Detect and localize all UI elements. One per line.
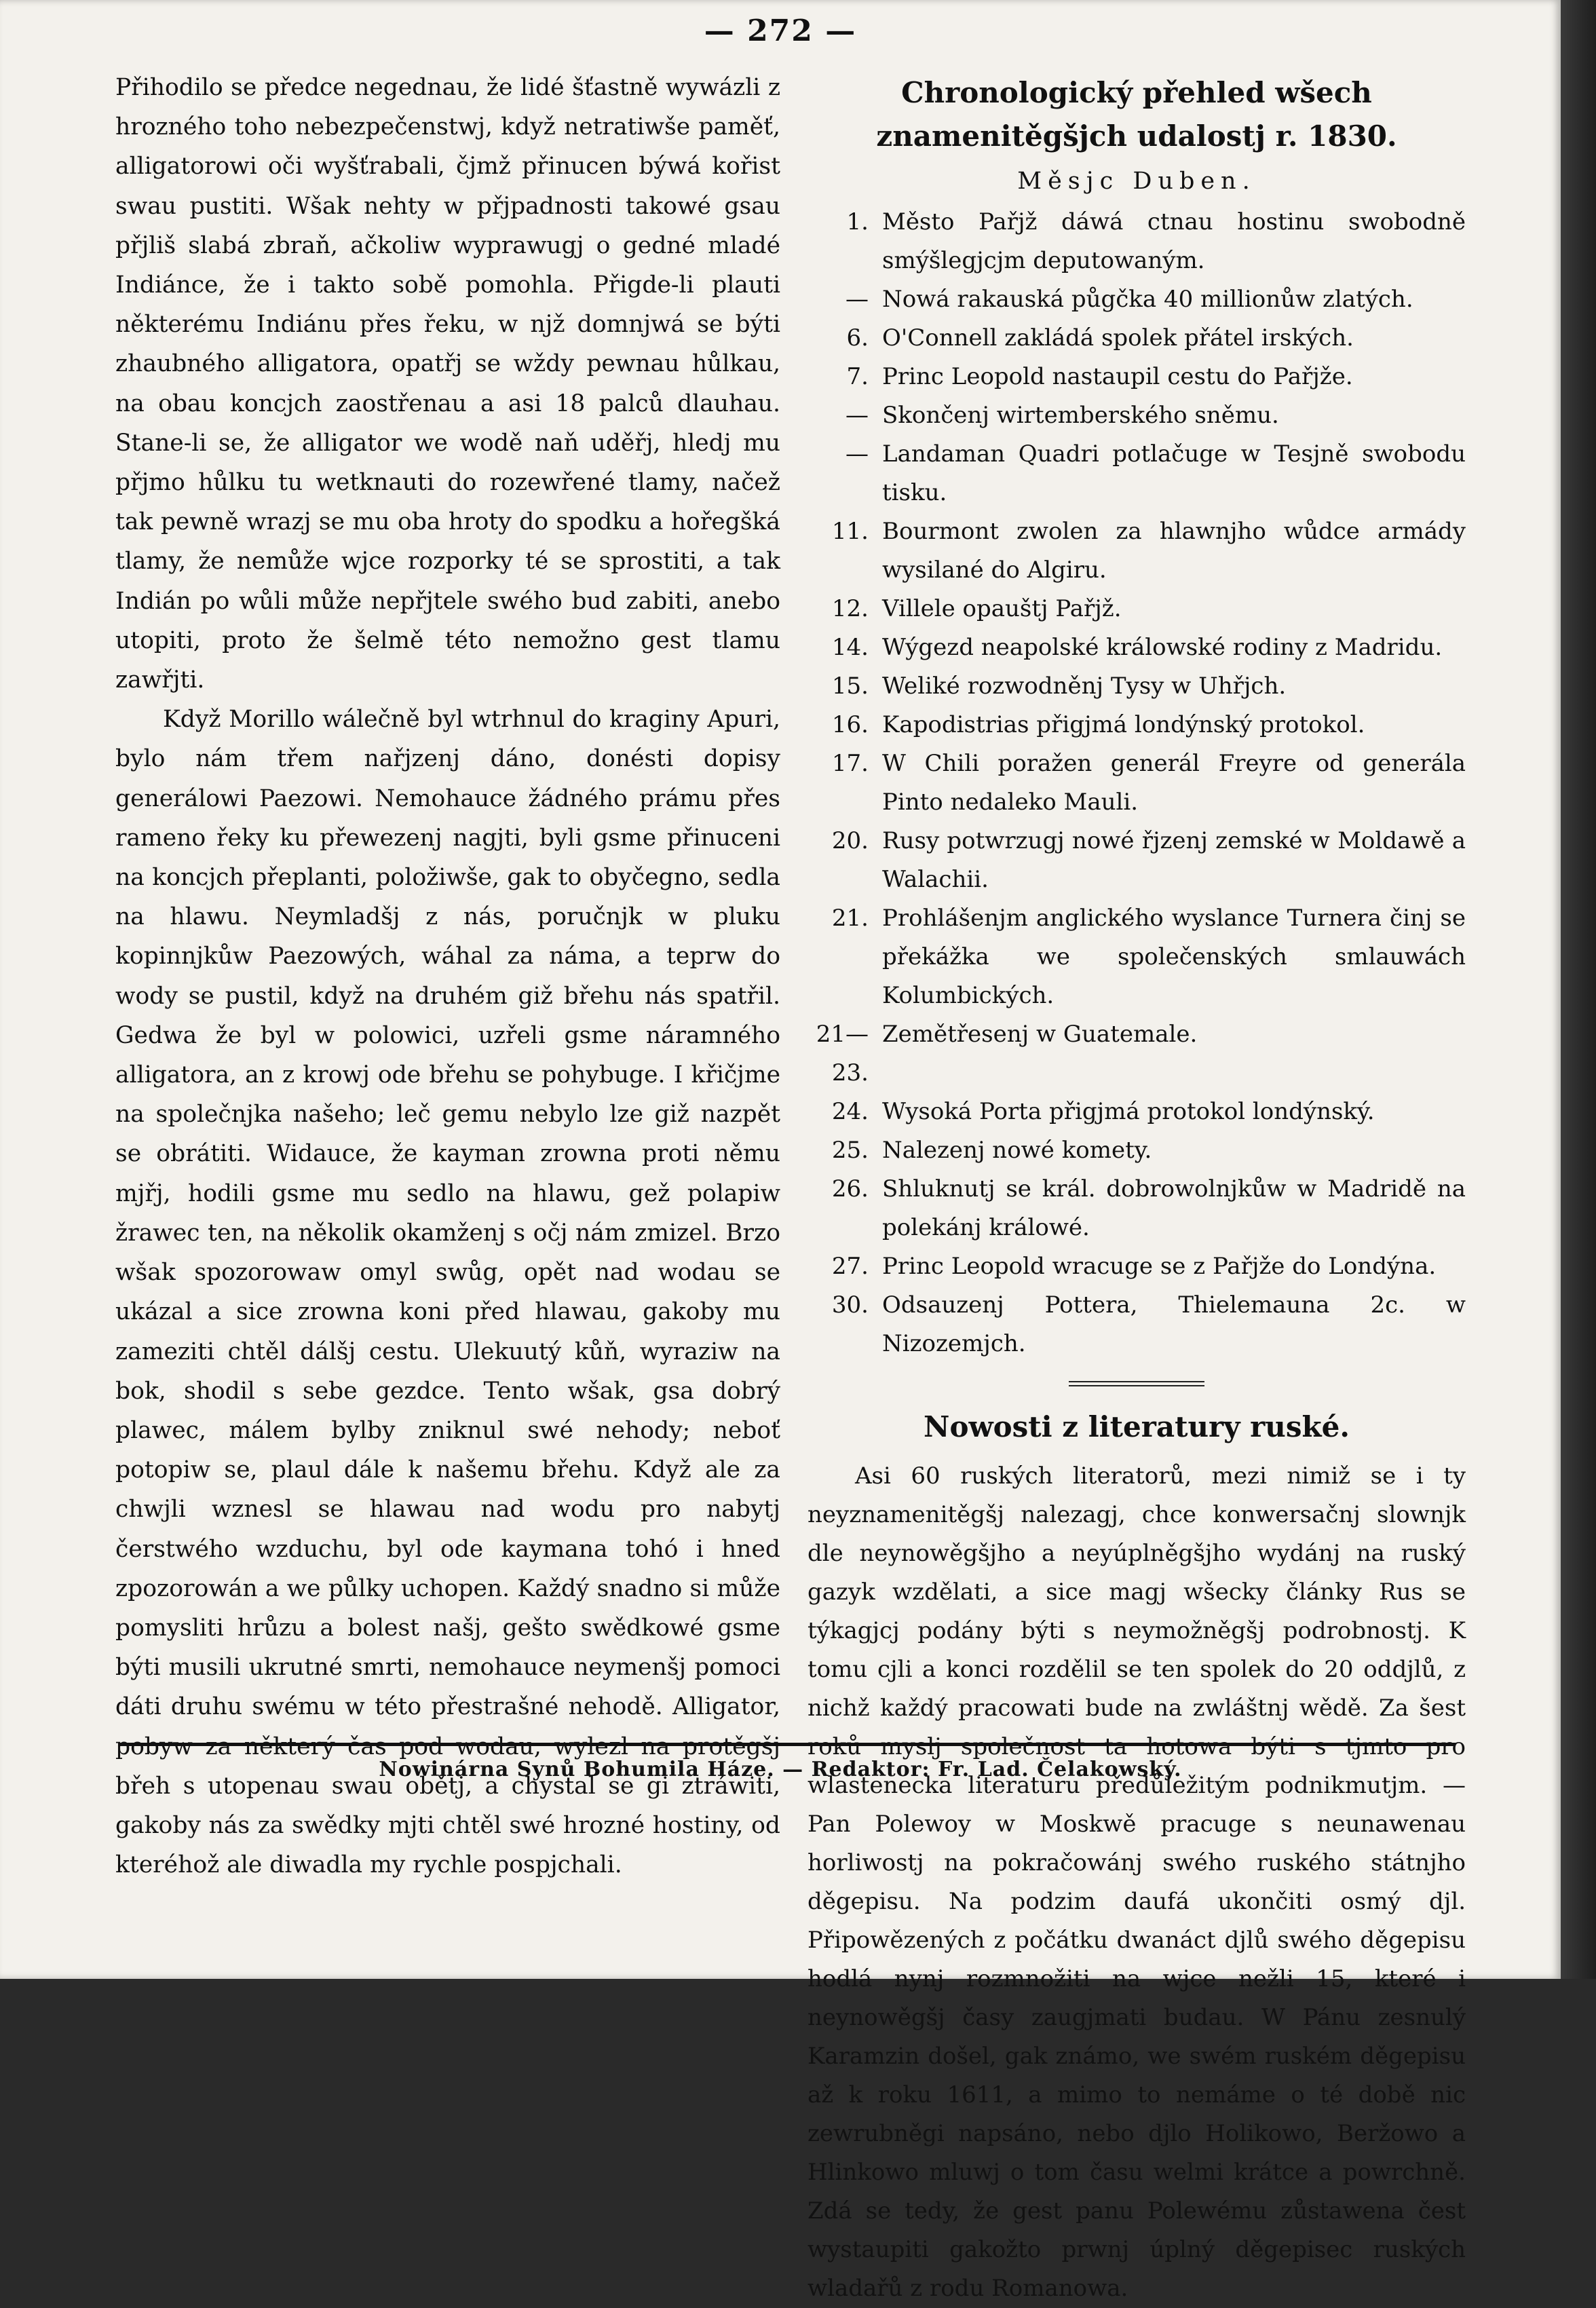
scan-edge [1561, 0, 1596, 1979]
entry-date: 1. [846, 208, 869, 235]
entry-text: Bourmont zwolen za hlawnjho wůdce armády wysilané do Algiru. [882, 518, 1466, 584]
chronology-entry [808, 512, 1466, 590]
chronology-list [808, 203, 1466, 1363]
news-title: Nowosti z literatury ruské. [924, 1410, 1350, 1443]
entry-text: Shluknutj se král. dobrowolnjkůw w Madridě na polekánj králowé. [882, 1175, 1466, 1241]
entry-text: Kapodistrias přigjmá londýnský protokol. [882, 711, 1365, 738]
chronology-entry [808, 319, 1466, 358]
left-column [115, 68, 780, 1885]
entry-text: O'Connell zakládá spolek přátel irských. [882, 324, 1354, 352]
entry-date: — [846, 286, 869, 313]
footer-rule [119, 1743, 1456, 1746]
chronology-entry [808, 1247, 1466, 1286]
chronology-entry [808, 822, 1466, 899]
entry-date: 21—23. [816, 1021, 869, 1086]
chronology-entry [808, 744, 1466, 822]
page-number: — 272 — [704, 14, 857, 48]
entry-date: 30. [831, 1291, 869, 1319]
chronology-entry [808, 396, 1466, 435]
entry-text: Wýgezd neapolské králowské rodiny z Madridu. [882, 634, 1443, 661]
right-column [808, 71, 1466, 2308]
entry-text: Villele opauštj Pařjž. [882, 595, 1122, 622]
chronology-entry [808, 1093, 1466, 1131]
chronology-entry [808, 1286, 1466, 1363]
entry-date: — [846, 402, 869, 429]
entry-date: 24. [831, 1098, 869, 1125]
entry-date: 11. [831, 518, 869, 545]
entry-text: Princ Leopold wracuge se z Pařjže do Londýna. [882, 1253, 1437, 1280]
imprint: Nowinárna Synů Bohumila Háze. — Redaktor: Fr. Lad. Čelakowský. [379, 1758, 1182, 1781]
entry-date: 12. [831, 595, 869, 622]
entry-text: Weliké rozwodněnj Tysy w Uhřjch. [882, 673, 1287, 700]
entry-date: 25. [831, 1137, 869, 1164]
chronology-month: Měsjc Duben. [1017, 168, 1256, 195]
entry-date: 26. [831, 1175, 869, 1203]
entry-text: Wysoká Porta přigjmá protokol londýnský. [882, 1098, 1375, 1125]
entry-text: Prohlášenjm anglického wyslance Turnera činj se překážka we společenských smlauwách Kolumbických. [882, 905, 1466, 1009]
section-divider [1069, 1381, 1204, 1386]
chronology-title: Chronologický přehled wšech znamenitěgšjch udalostj r. 1830. [876, 76, 1397, 153]
entry-date: 20. [831, 827, 869, 854]
chronology-entry [808, 1170, 1466, 1247]
entry-text: Landaman Quadri potlačuge w Tesjně swobodu tisku. [882, 440, 1466, 506]
chronology-entry [808, 358, 1466, 396]
entry-date: 15. [831, 673, 869, 700]
entry-date: 14. [831, 634, 869, 661]
paragraph: Když Morillo wálečně byl wtrhnul do kraginy Apuri, bylo nám třem nařjzenj dáno, donésti dopisy generálowi Paezowi. Nemohauce žádného prámu přes rameno řeky ku přewezenj nagjti, byli gsme přinuceni na koncjch přeplanti, položiwše, gak to obyčegno, sedla na hlawu. Neymladšj z nás, poručnjk w pluku kopinnjkůw Paezowých, wáhal za náma, a teprw do wody se pustil, když na druhém giž břehu nás spatřil. Gedwa že byl w polowici, uzřeli gsme náramného alligatora, an z krowj ode břehu se pohybuge. I křičjme na společnjka našeho; leč gemu nebylo lze giž nazpět se obrátiti. Widauce, že kayman zrowna proti němu mjřj, hodili gsme mu sedlo na hlawu, gež polapiw žrawec ten, na několik okamženj s očj nám zmizel. Brzo wšak spozorowaw omyl swůg, opět nad wodau se ukázal a sice zrowna koni před hlawau, gakoby mu zameziti chtěl dálšj cestu. Ulekuutý kůň, wyraziw na bok, shodil s sebe gezdce. Tento wšak, gsa dobrý plawec, málem bylby zniknul swé nehody; neboť potopiw se, plaul dále k našemu břehu. Když ale za chwjli wznesl se hlawau nad wodu pro nabytj čerstwého wzduchu, byl ode kaymana tohó i hned zpozorowán a we půlky uchopen. Každý snadno si může pomysliti hrůzu a bolest našj, gešto swědkowé gsme býti musili ukrutné smrti, nemohauce neymenšj pomoci dáti druhu swému w této přestrašné nehodě. Alligator, pobyw za některý čas pod wodau, wylezl na protěgšj břeh s utopenau swau obětj, a chystal se gi ztráwiti, gakoby nás za swědky mjti chtěl swé hrozné hostiny, od kteréhož ale diwadla my rychle pospjchali. [115, 706, 780, 1879]
entry-date: 21. [831, 905, 869, 932]
news-body: Asi 60 ruských literatorů, mezi nimiž se i ty neyznamenitěgšj nalezagj, chce konwersačnj slownjk dle neynowěgšjho a neyúplněgšjho wydánj na ruský gazyk wzdělati, a sice magj wšecky články Rus se týkagjcj podány býti s neymožněgšj podrobnostj. K tomu cjli a konci rozdělil se ten spolek do 20 oddjlů, z nichž každý pracowati bude na zwláštnj wědě. Za šest roků myslj společnost ta hotowa býti s tjmto pro wlastenecka literaturu předůležitým podnikmutjm. — Pan Polewoy w Moskwě pracuge s neunawenau horliwostj na pokračowánj swého ruského státnjho děgepisu. Na podzim daufá ukončiti osmý djl. Připowězených z počátku dwanáct djlů swého děgepisu hodlá nynj rozmnožiti na wjce nežli 15, které i neynowěgšj časy zaugjmati budau. W Pánu zesnulý Karamzin došel, gak známo, we swém ruském děgepisu až k roku 1611, a mimo to nemáme o té době nic zewrubněgi napsáno, nebo djlo Holikowo, Beržowo a Hlinkowo mluwj o tom času welmi krátce a powrchně. Zdá se tedy, že gest panu Polewému zůstawena čest wystaupiti gakožto prwnj úplný děgepisec ruských wladařů z rodu Romanowa. [808, 1462, 1466, 2302]
entry-text: Město Pařjž dáwá ctnau hostinu swobodně smýšlegjcjm deputowaným. [882, 208, 1466, 274]
entry-text: W Chili poražen generál Freyre od generála Pinto nedaleko Mauli. [882, 750, 1466, 816]
chronology-entry [808, 280, 1466, 319]
chronology-entry [808, 435, 1466, 512]
chronology-entry [808, 899, 1466, 1015]
entry-text: Zemětřesenj w Guatemale. [882, 1021, 1198, 1048]
entry-date: 6. [846, 324, 869, 352]
chronology-entry [808, 1131, 1466, 1170]
chronology-entry [808, 667, 1466, 706]
entry-date: 27. [831, 1253, 869, 1280]
entry-date: 7. [846, 363, 869, 390]
chronology-entry [808, 203, 1466, 280]
entry-date: — [846, 440, 869, 468]
entry-date: 17. [831, 750, 869, 777]
chronology-entry [808, 706, 1466, 744]
entry-text: Nowá rakauská půgčka 40 millionůw zlatých. [882, 286, 1413, 313]
entry-text: Skončenj wirtemberského sněmu. [882, 402, 1279, 429]
chronology-entry [808, 628, 1466, 667]
entry-text: Nalezenj nowé komety. [882, 1137, 1152, 1164]
entry-text: Odsauzenj Pottera, Thielemauna 2c. w Nizozemjch. [882, 1291, 1466, 1357]
paragraph: Přihodilo se předce negednau, že lidé šťastně wywázli z hrozného toho nebezpečenstwj, když netratiwše paměť, alligatorowi oči wyšťrabali, čjmž přinucen býwá kořist swau pustiti. Wšak nehty w přjpadnosti takowé gsau přjliš slabá zbraň, ačkoliw wyprawugj o gedné mladé Indiánce, že i takto sobě pomohla. Přigde-li plauti některému Indiánu přes řeku, w njž domnjwá se býti zhaubného alligatora, opatřj se wždy pewnau hůlkau, na obau koncjch zaostřenau a asi 18 palců dlauhau. Stane-li se, že alligator we wodě naň uděřj, hledj mu přjmo hůlku tu wetknauti do rozewřené tlamy, načež tak pewně wrazj se mu oba hroty do spodku a hořegšká tlamy, že nemůže wjce rozporky té se sprostiti, a tak Indián po wůli může nepřjtele swého bud zabiti, anebo utopiti, proto že šelmě této nemožno gest tlamu zawřjti. [115, 74, 780, 694]
entry-text: Rusy potwrzugj nowé řjzenj zemské w Moldawě a Walachii. [882, 827, 1466, 893]
entry-text: Princ Leopold nastaupil cestu do Pařjže. [882, 363, 1353, 390]
entry-date: 16. [831, 711, 869, 738]
chronology-entry [808, 1015, 1466, 1093]
chronology-entry [808, 590, 1466, 628]
